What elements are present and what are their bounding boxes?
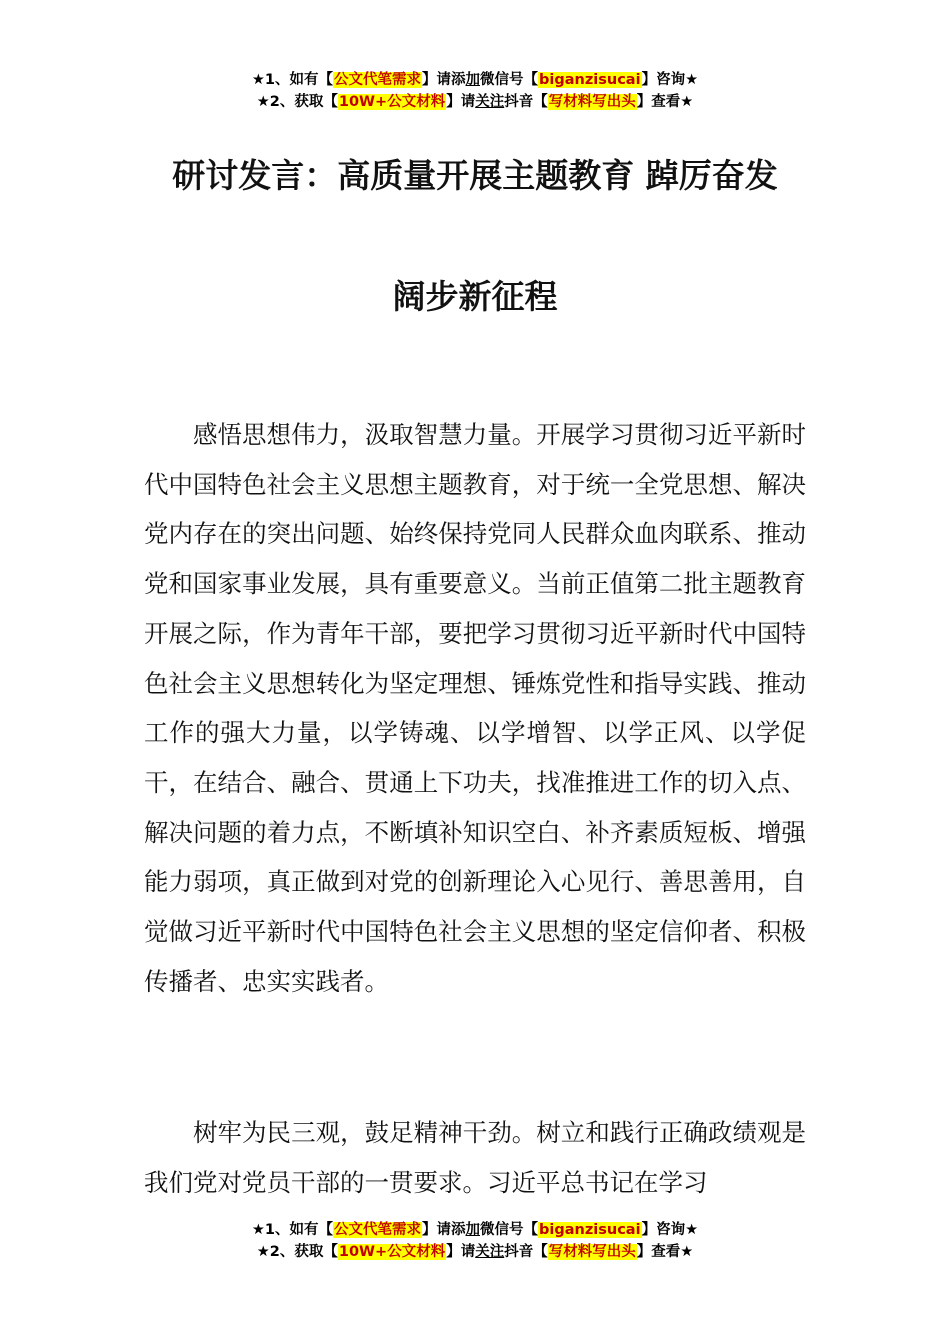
footer-ad-line-2-underlined: 关注 [475, 1244, 505, 1260]
header-ad-line-1-mid2: 微信号【 [480, 72, 539, 88]
header-ad-line-2-mid2: 抖音【 [504, 94, 548, 110]
header-ad-line-1-suffix: 】咨询★ [641, 72, 699, 88]
footer-ad-line-1-suffix: 】咨询★ [641, 1222, 699, 1238]
footer-ad-line-2-highlight-douyin: 写材料写出头 [548, 1244, 636, 1260]
header-ad-line-2-highlight-materials: 10W+公文材料 [338, 94, 446, 110]
header-ad-line-2-mid: 】请 [446, 94, 476, 110]
footer-ad-banner [0, 1219, 950, 1263]
header-ad-banner [0, 69, 950, 113]
header-ad-line-2-underlined: 关注 [475, 94, 505, 110]
header-ad-line-2-highlight-douyin: 写材料写出头 [548, 94, 636, 110]
header-ad-line-2 [0, 91, 950, 113]
header-ad-line-2-suffix: 】查看★ [636, 94, 694, 110]
footer-ad-line-2-prefix: ★2、获取【 [256, 1244, 338, 1260]
header-ad-line-2-prefix: ★2、获取【 [256, 94, 338, 110]
footer-ad-line-1-highlight-service: 公文代笔需求 [334, 1222, 422, 1238]
footer-ad-line-2-suffix: 】查看★ [636, 1244, 694, 1260]
document-title-line-2: 阔步新征程 [392, 277, 558, 316]
document-title-line-1: 研讨发言：高质量开展主题教育 踔厉奋发 [172, 156, 778, 195]
footer-ad-line-1-prefix: ★1、如有【 [251, 1222, 334, 1238]
header-ad-line-1-highlight-wechat-id: biganzisucai [539, 72, 641, 88]
footer-ad-line-2-highlight-materials: 10W+公文材料 [338, 1244, 446, 1260]
header-ad-line-1 [0, 69, 950, 91]
footer-ad-line-1-mid: 】请添 [422, 1222, 466, 1238]
footer-ad-line-1-highlight-wechat-id: biganzisucai [539, 1222, 641, 1238]
footer-ad-line-2 [0, 1241, 950, 1263]
header-ad-line-1-prefix: ★1、如有【 [251, 72, 334, 88]
footer-ad-line-2-mid: 】请 [446, 1244, 476, 1260]
body-paragraph-2: 树牢为民三观，鼓足精神干劲。树立和践行正确政绩观是我们党对党员干部的一贯要求。习近平总书记在学习 [144, 1118, 806, 1197]
header-ad-line-1-mid: 】请添 [422, 72, 466, 88]
footer-ad-line-2-mid2: 抖音【 [504, 1244, 548, 1260]
footer-ad-line-1-mid2: 微信号【 [480, 1222, 539, 1238]
footer-ad-line-1-underlined: 加 [465, 1222, 481, 1238]
header-ad-line-1-underlined: 加 [465, 72, 481, 88]
body-paragraph-1: 感悟思想伟力，汲取智慧力量。开展学习贯彻习近平新时代中国特色社会主义思想主题教育，对于统一全党思想、解决党内存在的突出问题、始终保持党同人民群众血肉联系、推动党和国家事业发展，具有重要意义。当前正值第二批主题教育开展之际，作为青年干部，要把学习贯彻习近平新时代中国特色社会主义思想转化为坚定理想、锤炼党性和指导实践、推动工作的强大力量，以学铸魂、以学增智、以学正风、以学促干，在结合、融合、贯通上下功夫，找准推进工作的切入点、解决问题的着力点，不断填补知识空白、补齐素质短板、增强能力弱项，真正做到对党的创新理论入心见行、善思善用，自觉做习近平新时代中国特色社会主义思想的坚定信仰者、积极传播者、忠实实践者。 [144, 420, 806, 996]
footer-ad-line-1 [0, 1219, 950, 1241]
header-ad-line-1-highlight-service: 公文代笔需求 [334, 72, 422, 88]
